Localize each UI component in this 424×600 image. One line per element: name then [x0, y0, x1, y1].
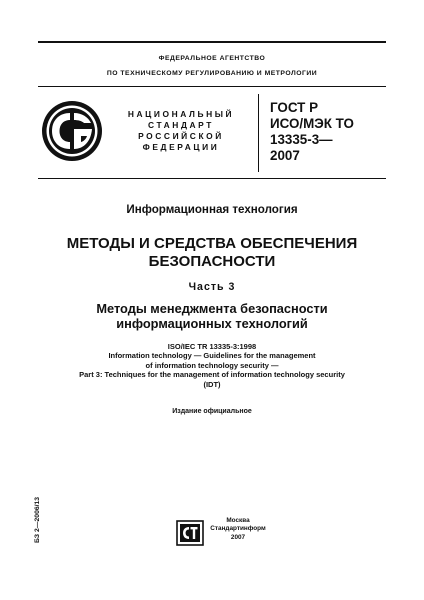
field-title: Информационная технология [126, 203, 298, 216]
publisher-year: 2007 [230, 533, 246, 541]
international-line3: of information technology security — [145, 360, 279, 370]
main-title-line2: БЕЗОПАСНОСТИ [148, 253, 276, 270]
top-rule [38, 41, 386, 43]
subtitle [20, 301, 404, 331]
main-title [20, 235, 404, 271]
main-title-line1: МЕТОДЫ И СРЕДСТВА ОБЕСПЕЧЕНИЯ [66, 235, 358, 252]
side-code: БЗ 2—2006/13 [34, 496, 41, 543]
international-line4: Part 3: Techniques for the management of information technology security [79, 370, 345, 380]
divider-vertical [258, 94, 259, 172]
publisher-block [206, 517, 270, 542]
subtitle-line1: Методы менеджмента безопасности [96, 301, 328, 316]
designation-line4: 2007 [270, 148, 300, 163]
international-line5: (IDT) [203, 379, 221, 389]
national-standard-line4: ФЕДЕРАЦИИ [142, 142, 220, 152]
publisher-name: Стандартинформ [210, 525, 266, 533]
agency-name-line2: ПО ТЕХНИЧЕСКОМУ РЕГУЛИРОВАНИЮ И МЕТРОЛОГИИ [106, 70, 318, 77]
national-standard-line1: НАЦИОНАЛЬНЫЙ [127, 109, 235, 119]
header-bottom-rule [38, 178, 386, 179]
publisher-city: Москва [226, 517, 250, 524]
national-standard-line2: СТАНДАРТ [148, 120, 214, 130]
part-label: Часть 3 [188, 281, 236, 293]
international-line1: ISO/IEC TR 13335-3:1998 [167, 342, 257, 351]
standard-designation [270, 100, 390, 164]
header-rule [38, 86, 386, 87]
edition-label: Издание официальное [172, 408, 252, 415]
rst-certification-mark-icon [40, 99, 104, 163]
designation-line2: ИСО/МЭК ТО [270, 116, 354, 131]
agency-name-line1: ФЕДЕРАЛЬНОЕ АГЕНТСТВО [158, 55, 266, 62]
designation-line1: ГОСТ Р [270, 100, 318, 115]
national-standard-line3: РОССИЙСКОЙ [138, 131, 224, 141]
standartinform-logo-icon [176, 520, 204, 546]
international-reference [20, 342, 404, 389]
national-standard-label [116, 109, 246, 153]
designation-line3: 13335-3— [270, 132, 333, 147]
subtitle-line2: информационных технологий [116, 316, 308, 331]
international-line2: Information technology — Guidelines for the management [108, 351, 316, 361]
